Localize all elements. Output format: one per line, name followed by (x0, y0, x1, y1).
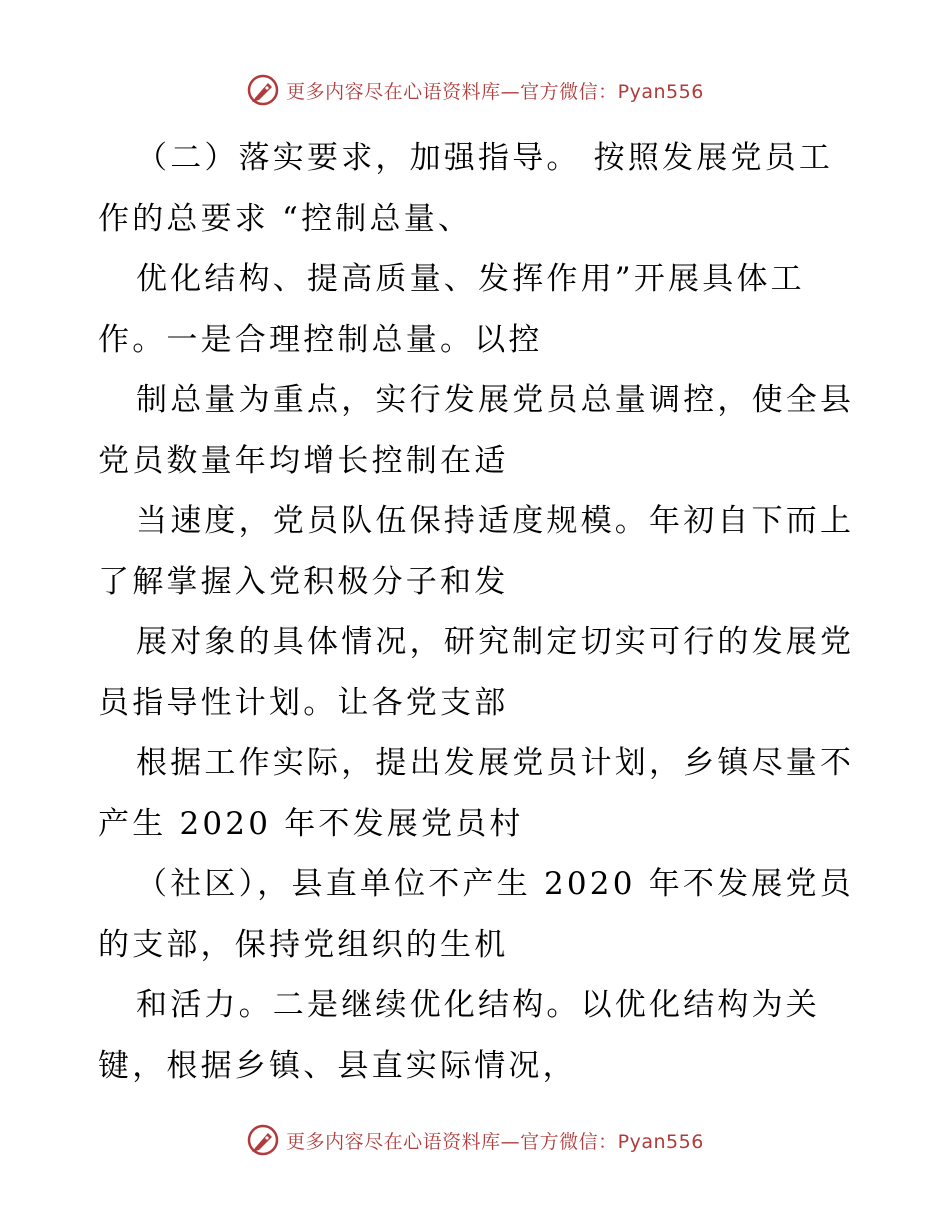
header-banner-text: 更多内容尽在心语资料库—官方微信：Pyan556 (286, 80, 704, 103)
body-line: （二）落实要求，加强指导。 按照发展党员工 (136, 140, 834, 176)
body-line: 展对象的具体情况，研究制定切实可行的发展党 (136, 624, 855, 660)
document-body (98, 128, 858, 1096)
body-line: 键，根据乡镇、县直实际情况， (98, 1047, 577, 1084)
pen-nib-logo-icon (246, 1123, 280, 1157)
header-banner (0, 70, 950, 110)
body-line: 当速度，党员队伍保持适度规模。年初自下而上 (136, 503, 855, 539)
body-line: 制总量为重点，实行发展党员总量调控，使全县 (136, 382, 855, 418)
body-line: 作。一是合理控制总量。以控 (98, 321, 543, 358)
body-line: 员指导性计划。让各党支部 (98, 684, 509, 721)
body-line: 产生 2020 年不发展党员村 (98, 805, 524, 842)
footer-banner-text: 更多内容尽在心语资料库—官方微信：Pyan556 (286, 1130, 704, 1153)
body-line: 作的总要求 “控制总量、 (98, 200, 473, 237)
body-line: 根据工作实际，提出发展党员计划，乡镇尽量不 (136, 745, 855, 781)
body-line: 了解掌握入党积极分子和发 (98, 563, 509, 600)
body-line: 党员数量年均增长控制在适 (98, 442, 509, 479)
body-line: 和活力。二是继续优化结构。以优化结构为关 (136, 987, 820, 1023)
body-line: 优化结构、提高质量、发挥作用”开展具体工 (136, 261, 805, 297)
body-line: 的支部，保持党组织的生机 (98, 926, 509, 963)
pen-nib-logo-icon (246, 73, 280, 107)
footer-banner (0, 1120, 950, 1160)
body-line: （社区），县直单位不产生 2020 年不发展党员 (136, 866, 854, 902)
